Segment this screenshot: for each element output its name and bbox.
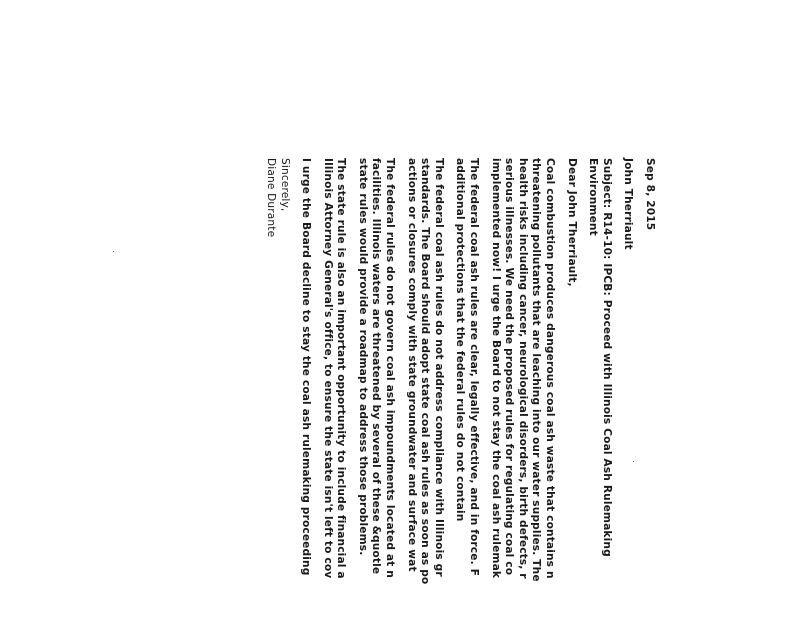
paragraph-line: threatening pollutants that are leaching into our water supplies. The <box>530 158 543 582</box>
paragraph-line: facilities. Illinois waters are threatened by several of these &quotle <box>370 158 383 575</box>
paragraph-line: state rules would provide a roadmap to address those problems. <box>356 158 369 556</box>
paragraph-line: The state rule is also an important opportunity to include financial a <box>335 158 348 579</box>
scan-speck <box>113 251 114 252</box>
paragraph-line: additional protections that the federal rules do not contain <box>454 158 467 522</box>
paragraph-line: The federal coal ash rules do not address compliance with Illinois gr <box>432 158 445 577</box>
paragraph-3 <box>404 158 445 618</box>
paragraph-line: The federal coal ash rules are clear, legally effective, and in force. F <box>468 158 481 576</box>
letter-date: Sep 8, 2015 <box>644 158 656 231</box>
paragraph-line: Coal combustion produces dangerous coal ash waste that contains n <box>544 158 557 579</box>
paragraph-line: serious illnesses. We need the proposed rules for regulating coal co <box>503 158 516 576</box>
paragraph-4 <box>355 158 396 618</box>
paragraph-line: The federal rules do not govern coal ash impoundments located at n <box>384 158 397 578</box>
letter-signature: Diane Durante <box>264 158 277 238</box>
paragraph-6 <box>299 158 313 618</box>
paragraph-line: implemented now! I urge the Board to not stay the coal ash rulemak <box>489 158 502 579</box>
paragraph-line: I urge the Board decline to stay the coal ash rulemaking proceeding <box>300 158 313 576</box>
letter-closing: Sincerely, <box>278 158 291 212</box>
paragraph-2 <box>453 158 480 618</box>
paragraph-5 <box>320 158 347 618</box>
paragraph-1 <box>488 158 556 618</box>
letter-subject-line: Environment <box>587 158 600 236</box>
letter-body <box>263 158 656 618</box>
paragraph-line: actions or closures comply with state groundwater and surface wat <box>405 158 418 572</box>
letter-salutation: Dear John Therriault, <box>565 158 578 287</box>
letter-subject-line: Subject: R14-10: IPCB: Proceed with Illinois Coal Ash Rulemaking <box>600 158 613 557</box>
letter-recipient: John Therriault <box>622 158 635 250</box>
paragraph-line: standards. The Board should adopt state coal ash rules as soon as po <box>419 158 432 585</box>
paragraph-line: Illinois Attorney General's office, to ensure the state isn't left to cov <box>321 158 334 579</box>
paragraph-line: health risks including cancer, neurological disorders, birth defects, r <box>516 158 529 579</box>
